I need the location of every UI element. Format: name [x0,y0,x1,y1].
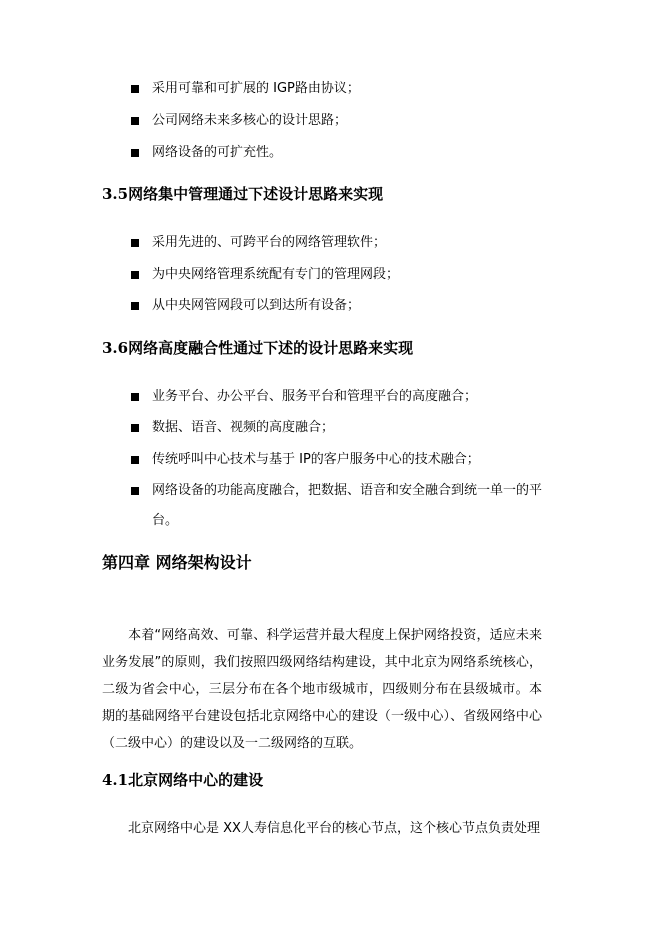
bullet-item [131,383,552,411]
bullet-item [131,139,552,167]
square-bullet-icon [131,239,139,247]
bullet-text: 数据、语音、视频的高度融合； [152,420,335,435]
chapter-4-paragraph [102,622,542,757]
bullet-item [131,107,552,135]
paragraph-text: 本着“网络高效、可靠、科学运营并最大程度上保护网络投资，适应未来业务发展”的原则，我们按照四级网络结构建设，其中北京为网络系统核心，二级为省会中心，三层分布在各个地市级城市，四级则分布在县级城市。本期的基础网络平台建设包括北京网络中心的建设（一级中心）、省级网络中心（二级中心）的建设以及一二级网络的互联。 [102,628,542,751]
bullet-text: 网络设备的功能高度融合，把数据、语音和安全融合到统一单一的平 [152,483,543,498]
bullet-text: 业务平台、办公平台、服务平台和管理平台的高度融合； [152,389,478,404]
square-bullet-icon [131,456,139,464]
bullet-text: 为中央网络管理系统配有专门的管理网段； [152,267,400,282]
section-4-1-paragraph [102,815,542,842]
bullet-item [131,477,552,535]
bullet-item [131,261,552,289]
bullet-item [131,292,552,320]
square-bullet-icon [131,117,139,125]
section-4-1-heading: 4.1北京网络中心的建设 [102,771,264,789]
square-bullet-icon [131,487,139,495]
bullet-item [131,229,552,257]
bullet-text-continuation: 台。 [152,513,179,528]
square-bullet-icon [131,85,139,93]
bullet-text: 网络设备的可扩充性。 [152,145,283,160]
bullet-item [131,414,552,442]
bullet-text: 传统呼叫中心技术与基于 IP的客户服务中心的技术融合； [152,452,480,467]
bullet-item [131,446,552,474]
section-3-6-heading: 3.6网络高度融合性通过下述的设计思路来实现 [102,339,414,357]
bullet-text: 采用可靠和可扩展的 IGP路由协议； [152,81,360,96]
bullet-text: 采用先进的、可跨平台的网络管理软件； [152,235,387,250]
bullet-text: 公司网络未来多核心的设计思路； [152,113,348,128]
section-3-5-heading: 3.5网络集中管理通过下述设计思路来实现 [102,185,384,203]
paragraph-text: 北京网络中心是 XX人寿信息化平台的核心节点，这个核心节点负责处理 [128,821,540,836]
square-bullet-icon [131,149,139,157]
square-bullet-icon [131,302,139,310]
square-bullet-icon [131,393,139,401]
square-bullet-icon [131,271,139,279]
bullet-item [131,75,552,103]
square-bullet-icon [131,424,139,432]
chapter-4-heading: 第四章 网络架构设计 [102,553,252,572]
bullet-text: 从中央网管网段可以到达所有设备； [152,298,361,313]
